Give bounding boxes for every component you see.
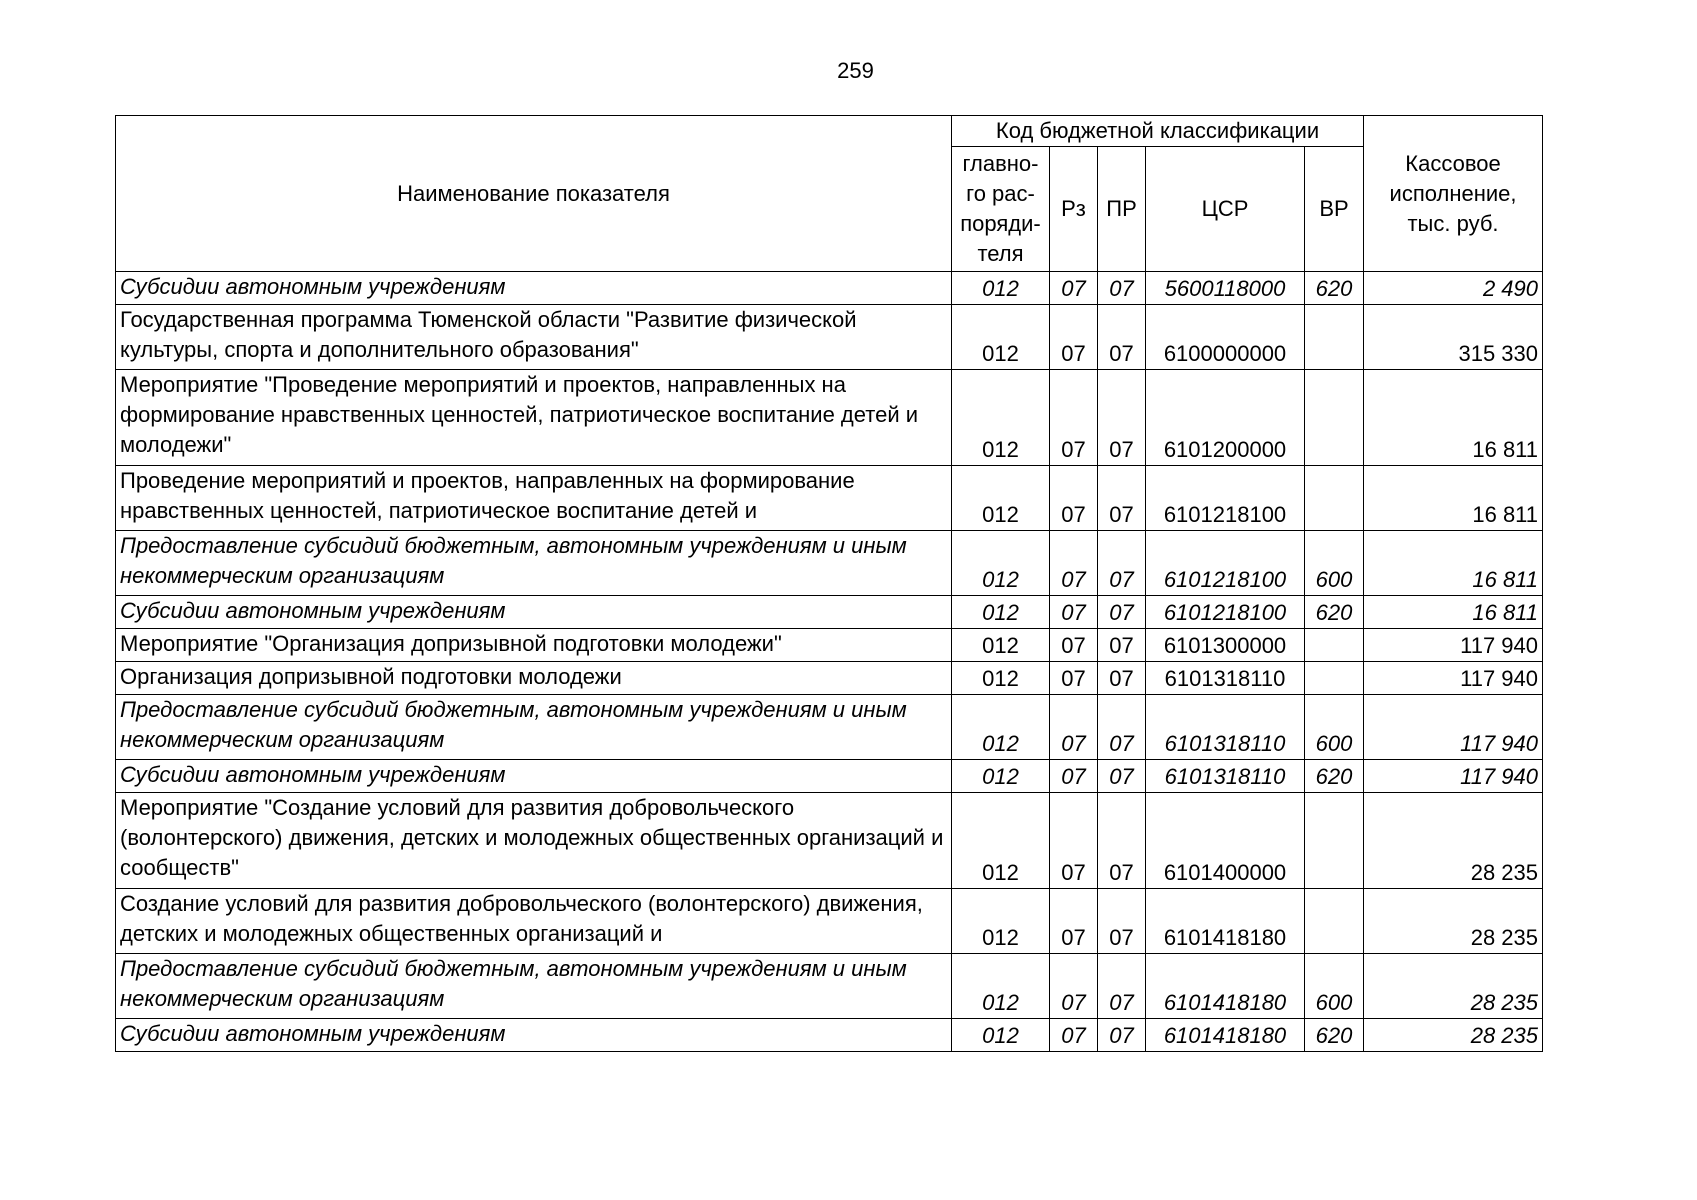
row-pr: 07	[1098, 629, 1146, 662]
header-glav: главно-го рас-поряди-теля	[952, 147, 1050, 272]
row-amount: 2 490	[1364, 272, 1543, 305]
row-glav: 012	[952, 629, 1050, 662]
header-code-group: Код бюджетной классификации	[952, 116, 1364, 147]
row-csr: 6101218100	[1146, 531, 1305, 596]
table-row	[116, 272, 1543, 305]
row-csr: 6100000000	[1146, 305, 1305, 370]
row-amount: 16 811	[1364, 596, 1543, 629]
row-csr: 6101400000	[1146, 793, 1305, 889]
row-name: Создание условий для развития добровольческого (волонтерского) движения, детских и молодежных общественных организаций и	[116, 889, 952, 954]
row-amount: 117 940	[1364, 662, 1543, 695]
row-csr: 5600118000	[1146, 272, 1305, 305]
row-pr: 07	[1098, 954, 1146, 1019]
row-vr: 600	[1305, 954, 1364, 1019]
row-glav: 012	[952, 695, 1050, 760]
table-row	[116, 596, 1543, 629]
row-name: Предоставление субсидий бюджетным, автономным учреждениям и иным некоммерческим организациям	[116, 954, 952, 1019]
row-rz: 07	[1050, 954, 1098, 1019]
row-pr: 07	[1098, 272, 1146, 305]
table-row	[116, 889, 1543, 954]
header-pr: ПР	[1098, 147, 1146, 272]
row-rz: 07	[1050, 662, 1098, 695]
row-vr: 620	[1305, 760, 1364, 793]
table-row	[116, 370, 1543, 466]
table-row	[116, 1019, 1543, 1052]
table-row	[116, 629, 1543, 662]
row-rz: 07	[1050, 466, 1098, 531]
row-pr: 07	[1098, 466, 1146, 531]
table-row	[116, 760, 1543, 793]
table-row	[116, 466, 1543, 531]
row-name: Мероприятие "Создание условий для развития добровольческого (волонтерского) движения, детских и молодежных общественных организаций и сообществ"	[116, 793, 952, 889]
table-row	[116, 662, 1543, 695]
row-csr: 6101418180	[1146, 1019, 1305, 1052]
row-pr: 07	[1098, 305, 1146, 370]
row-glav: 012	[952, 1019, 1050, 1052]
row-vr	[1305, 305, 1364, 370]
header-rz: Рз	[1050, 147, 1098, 272]
row-name: Субсидии автономным учреждениям	[116, 272, 952, 305]
row-csr: 6101300000	[1146, 629, 1305, 662]
row-vr: 620	[1305, 596, 1364, 629]
row-vr	[1305, 466, 1364, 531]
row-pr: 07	[1098, 695, 1146, 760]
row-vr: 620	[1305, 1019, 1364, 1052]
header-csr: ЦСР	[1146, 147, 1305, 272]
row-pr: 07	[1098, 596, 1146, 629]
row-csr: 6101318110	[1146, 695, 1305, 760]
table-row	[116, 531, 1543, 596]
row-pr: 07	[1098, 662, 1146, 695]
row-csr: 6101200000	[1146, 370, 1305, 466]
row-vr	[1305, 662, 1364, 695]
row-vr: 600	[1305, 531, 1364, 596]
row-name: Государственная программа Тюменской области "Развитие физической культуры, спорта и дополнительного образования"	[116, 305, 952, 370]
row-name: Субсидии автономным учреждениям	[116, 760, 952, 793]
row-name: Субсидии автономным учреждениям	[116, 1019, 952, 1052]
header-amount: Кассовое исполнение, тыс. руб.	[1364, 116, 1543, 272]
row-vr: 600	[1305, 695, 1364, 760]
row-name: Предоставление субсидий бюджетным, автономным учреждениям и иным некоммерческим организациям	[116, 695, 952, 760]
row-csr: 6101318110	[1146, 662, 1305, 695]
row-amount: 28 235	[1364, 954, 1543, 1019]
row-rz: 07	[1050, 272, 1098, 305]
row-rz: 07	[1050, 370, 1098, 466]
row-glav: 012	[952, 305, 1050, 370]
page-number: 259	[837, 58, 874, 83]
row-name: Организация допризывной подготовки молодежи	[116, 662, 952, 695]
row-amount: 16 811	[1364, 531, 1543, 596]
row-amount: 16 811	[1364, 466, 1543, 531]
row-glav: 012	[952, 954, 1050, 1019]
row-glav: 012	[952, 889, 1050, 954]
header-name: Наименование показателя	[116, 116, 952, 272]
row-glav: 012	[952, 760, 1050, 793]
table-row	[116, 305, 1543, 370]
row-glav: 012	[952, 272, 1050, 305]
row-pr: 07	[1098, 370, 1146, 466]
row-glav: 012	[952, 793, 1050, 889]
row-csr: 6101418180	[1146, 889, 1305, 954]
row-amount: 117 940	[1364, 629, 1543, 662]
row-rz: 07	[1050, 793, 1098, 889]
row-name: Проведение мероприятий и проектов, направленных на формирование нравственных ценностей, патриотическое воспитание детей и	[116, 466, 952, 531]
row-amount: 16 811	[1364, 370, 1543, 466]
row-amount: 28 235	[1364, 793, 1543, 889]
row-csr: 6101218100	[1146, 596, 1305, 629]
row-vr	[1305, 793, 1364, 889]
row-rz: 07	[1050, 695, 1098, 760]
row-glav: 012	[952, 466, 1050, 531]
budget-table	[115, 115, 1543, 1052]
row-name: Мероприятие "Организация допризывной подготовки молодежи"	[116, 629, 952, 662]
row-glav: 012	[952, 662, 1050, 695]
row-name: Предоставление субсидий бюджетным, автономным учреждениям и иным некоммерческим организациям	[116, 531, 952, 596]
row-amount: 28 235	[1364, 889, 1543, 954]
row-amount: 315 330	[1364, 305, 1543, 370]
row-amount: 117 940	[1364, 695, 1543, 760]
row-amount: 28 235	[1364, 1019, 1543, 1052]
row-pr: 07	[1098, 760, 1146, 793]
header-vr: ВР	[1305, 147, 1364, 272]
table-row	[116, 695, 1543, 760]
row-rz: 07	[1050, 889, 1098, 954]
row-name: Субсидии автономным учреждениям	[116, 596, 952, 629]
row-rz: 07	[1050, 531, 1098, 596]
row-pr: 07	[1098, 889, 1146, 954]
row-pr: 07	[1098, 1019, 1146, 1052]
table-row	[116, 793, 1543, 889]
row-rz: 07	[1050, 305, 1098, 370]
row-vr	[1305, 629, 1364, 662]
row-name: Мероприятие "Проведение мероприятий и проектов, направленных на формирование нравственных ценностей, патриотическое воспитание детей и молодежи"	[116, 370, 952, 466]
row-vr: 620	[1305, 272, 1364, 305]
row-csr: 6101418180	[1146, 954, 1305, 1019]
table-row	[116, 954, 1543, 1019]
row-vr	[1305, 889, 1364, 954]
row-rz: 07	[1050, 629, 1098, 662]
row-glav: 012	[952, 531, 1050, 596]
row-rz: 07	[1050, 1019, 1098, 1052]
row-rz: 07	[1050, 760, 1098, 793]
row-vr	[1305, 370, 1364, 466]
row-glav: 012	[952, 596, 1050, 629]
row-csr: 6101318110	[1146, 760, 1305, 793]
row-pr: 07	[1098, 531, 1146, 596]
row-rz: 07	[1050, 596, 1098, 629]
row-glav: 012	[952, 370, 1050, 466]
row-pr: 07	[1098, 793, 1146, 889]
row-csr: 6101218100	[1146, 466, 1305, 531]
row-amount: 117 940	[1364, 760, 1543, 793]
